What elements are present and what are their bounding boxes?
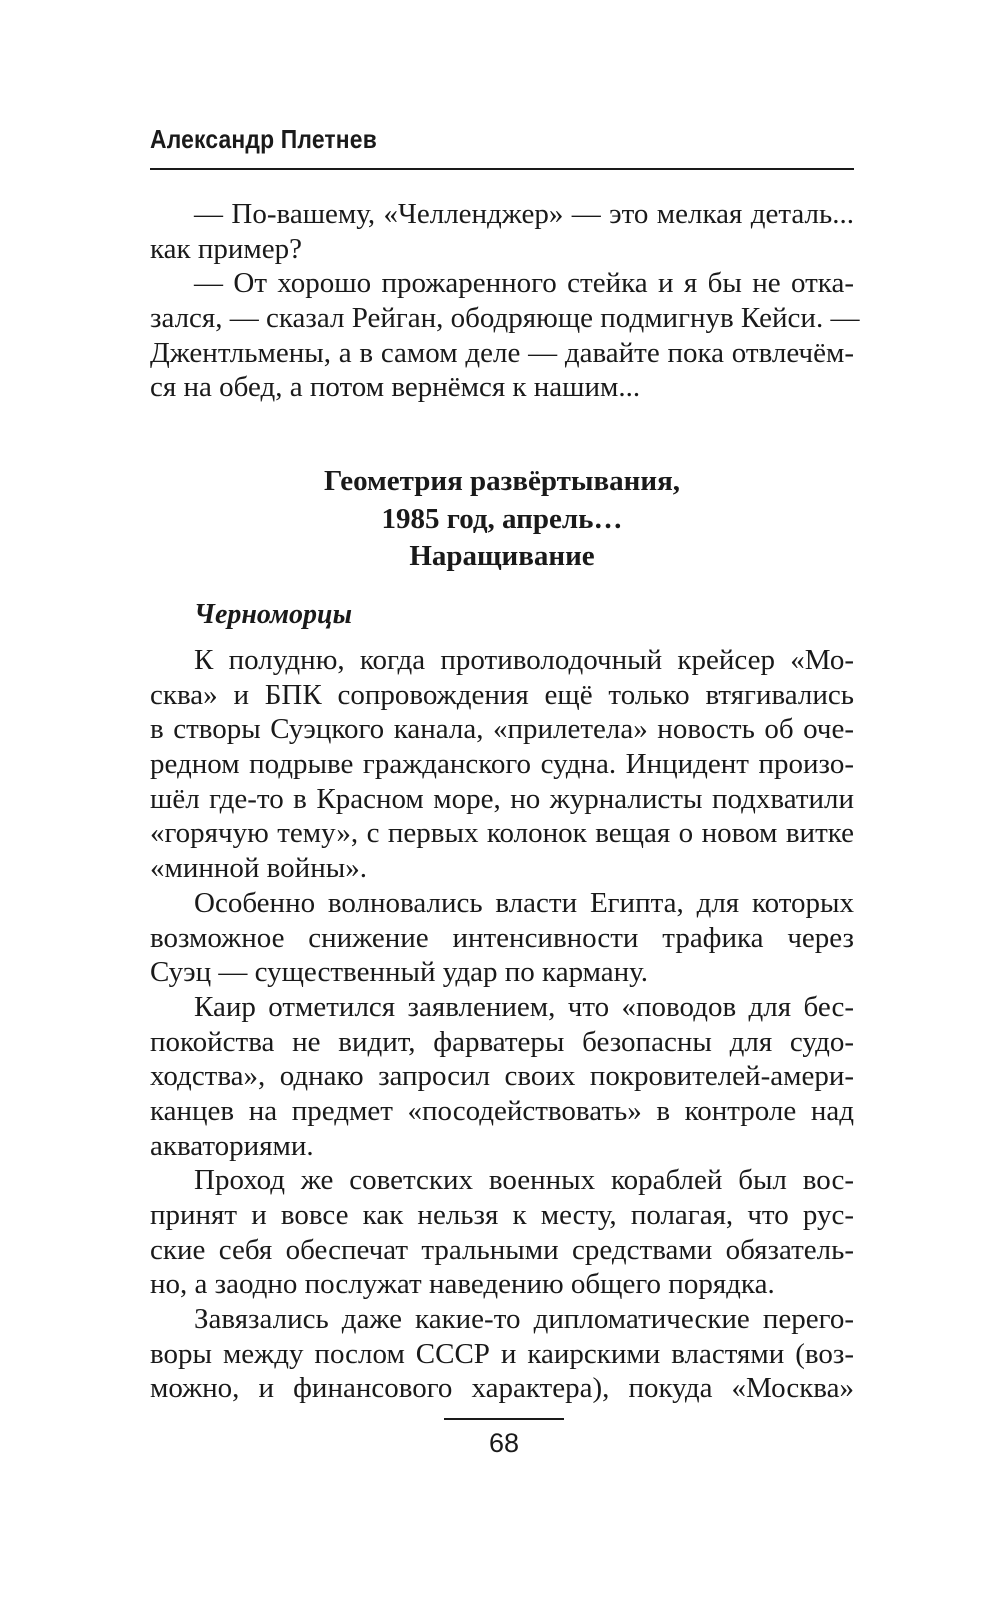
text-line: — По-вашему, «Челленджер» — это мелкая деталь... — [194, 198, 854, 230]
text-line: возможное снижение интенсивности трафика через — [150, 921, 854, 954]
text-line: акваториями. — [150, 1129, 314, 1162]
text-line: как пример? — [150, 232, 302, 265]
chapter-title — [150, 463, 854, 576]
body-text — [150, 643, 854, 1406]
text-line: Завязались даже какие-то дипломатические перего- — [194, 1303, 854, 1336]
text-line: Каир отметился заявлением, что «поводов для бес- — [194, 990, 854, 1023]
dialogue-block — [150, 197, 860, 405]
text-line: «минной войны». — [150, 852, 367, 885]
text-line: можно, и финансового характера), покуда «Москва» — [150, 1372, 854, 1405]
text-line: — От хорошо прожаренного стейка и я бы не отка- — [194, 267, 854, 300]
text-line: но, а заодно послужат наведению общего порядка. — [150, 1268, 775, 1301]
header-rule — [150, 168, 854, 170]
text-line: принят и вовсе как нельзя к месту, полагая, что рус- — [150, 1199, 854, 1231]
text-line: Проход же советских военных кораблей был вос- — [194, 1164, 854, 1197]
text-line: покойства не видит, фарватеры безопасны для судо- — [150, 1025, 854, 1058]
text-line: зался, — сказал Рейган, ободряюще подмигнув Кейси. — — [150, 302, 860, 335]
chapter-title-line: Геометрия развёртывания, — [323, 465, 681, 497]
footer-rule — [444, 1418, 564, 1420]
chapter-title-line: Наращивание — [409, 540, 595, 572]
text-line: ходства», однако запросил своих покровителей-амери- — [150, 1060, 854, 1093]
section-subheading: Черноморцы — [194, 599, 353, 630]
chapter-title-line: 1985 год, апрель… — [381, 502, 623, 535]
page-number: 68 — [488, 1428, 520, 1458]
text-line: Суэц — существенный удар по карману. — [150, 956, 649, 989]
text-line: воры между послом СССР и каирскими властями (воз- — [150, 1337, 854, 1370]
text-line: ские себя обеспечат тральными средствами обязатель- — [150, 1233, 854, 1266]
running-header-author: Александр Плетнев — [150, 124, 377, 154]
text-line: «горячую тему», с первых колонок вещая о новом витке — [150, 817, 854, 850]
text-line: в створы Суэцкого канала, «прилетела» новость об оче- — [150, 713, 854, 746]
text-line: Особенно волновались власти Египта, для которых — [194, 886, 854, 919]
text-line: ся на обед, а потом вернёмся к нашим... — [150, 371, 641, 404]
text-line: К полудню, когда противолодочный крейсер «Мо- — [194, 644, 854, 676]
text-line: сква» и БПК сопровождения ещё только втягивались — [150, 678, 854, 711]
text-line: канцев на предмет «посодействовать» в контроле над — [150, 1094, 854, 1127]
text-line: Джентльмены, а в самом деле — давайте пока отвлечём- — [150, 336, 854, 369]
text-line: редном подрыве гражданского судна. Инцидент произо- — [150, 748, 854, 781]
text-line: шёл где-то в Красном море, но журналисты подхватили — [150, 782, 854, 815]
